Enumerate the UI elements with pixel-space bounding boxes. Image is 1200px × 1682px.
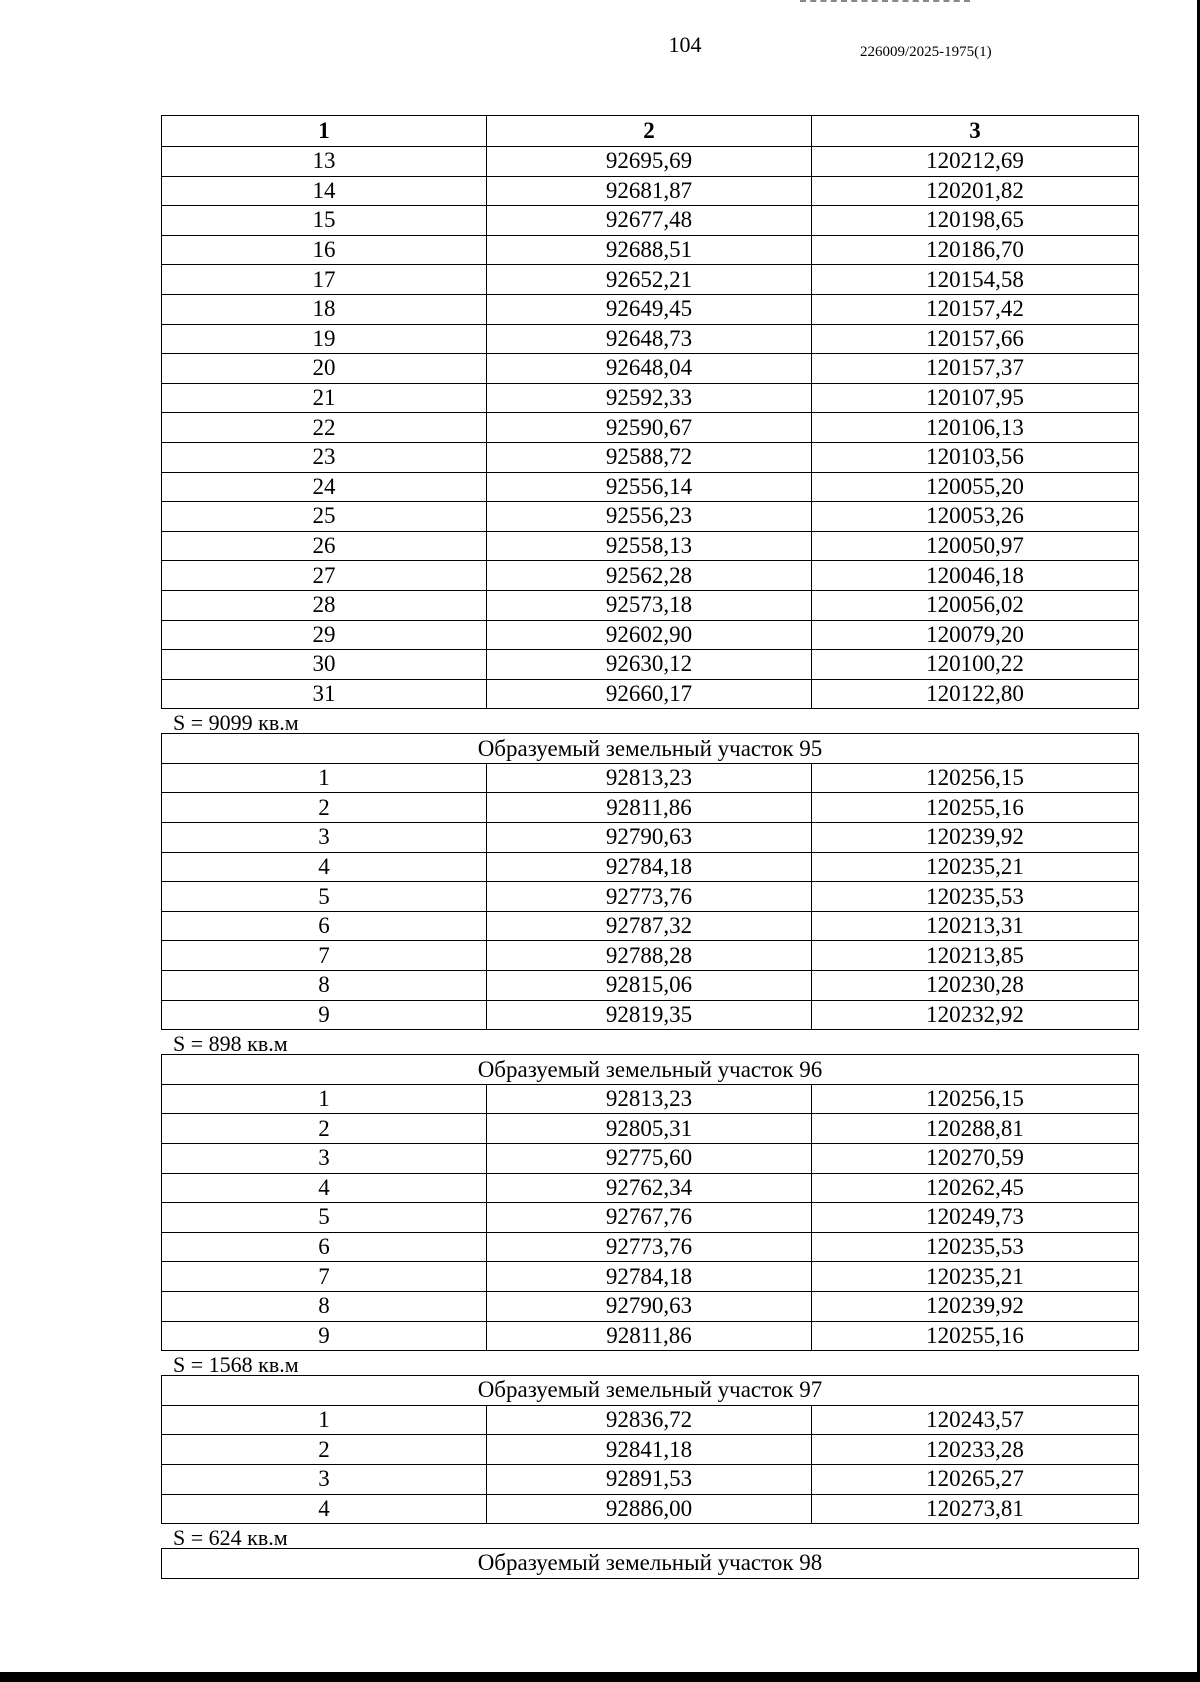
table-row [162, 852, 1139, 882]
area-summary: S = 1568 кв.м [173, 1352, 299, 1378]
x-coordinate-cell: 92790,63 [487, 823, 812, 853]
y-coordinate-cell: 120239,92 [812, 823, 1139, 853]
x-coordinate-cell: 92695,69 [487, 147, 812, 177]
continuation-table-body [162, 147, 1139, 709]
y-coordinate-cell: 120157,66 [812, 324, 1139, 354]
plot-title-row [162, 734, 1139, 764]
y-coordinate-cell: 120230,28 [812, 971, 1139, 1001]
x-coordinate-cell: 92811,86 [487, 1321, 812, 1351]
y-coordinate-cell: 120232,92 [812, 1000, 1139, 1030]
point-number-cell: 6 [162, 1232, 487, 1262]
y-coordinate-cell: 120213,31 [812, 911, 1139, 941]
x-coordinate-cell: 92784,18 [487, 1262, 812, 1292]
table-row [162, 147, 1139, 177]
point-number-cell: 13 [162, 147, 487, 177]
y-coordinate-cell: 120239,92 [812, 1291, 1139, 1321]
x-coordinate-cell: 92648,04 [487, 354, 812, 384]
point-number-cell: 9 [162, 1321, 487, 1351]
x-coordinate-cell: 92588,72 [487, 442, 812, 472]
point-number-cell: 7 [162, 941, 487, 971]
plot-table [161, 1054, 1139, 1351]
table-row [162, 650, 1139, 680]
table-row [162, 383, 1139, 413]
point-number-cell: 18 [162, 294, 487, 324]
y-coordinate-cell: 120122,80 [812, 679, 1139, 709]
x-coordinate-cell: 92762,34 [487, 1173, 812, 1203]
point-number-cell: 31 [162, 679, 487, 709]
plot-table [161, 733, 1139, 1030]
table-row [162, 502, 1139, 532]
point-number-cell: 27 [162, 561, 487, 591]
x-coordinate-cell: 92556,23 [487, 502, 812, 532]
x-coordinate-cell: 92773,76 [487, 882, 812, 912]
document-id: 226009/2025-1975(1) [860, 44, 992, 60]
point-number-cell: 22 [162, 413, 487, 443]
table-row [162, 911, 1139, 941]
point-number-cell: 3 [162, 823, 487, 853]
x-coordinate-cell: 92602,90 [487, 620, 812, 650]
table-row [162, 1291, 1139, 1321]
y-coordinate-cell: 120053,26 [812, 502, 1139, 532]
y-coordinate-cell: 120243,57 [812, 1405, 1139, 1435]
y-coordinate-cell: 120100,22 [812, 650, 1139, 680]
x-coordinate-cell: 92805,31 [487, 1114, 812, 1144]
y-coordinate-cell: 120249,73 [812, 1203, 1139, 1233]
plot-title-row [162, 1055, 1139, 1085]
y-coordinate-cell: 120055,20 [812, 472, 1139, 502]
table-row [162, 971, 1139, 1001]
point-number-cell: 5 [162, 882, 487, 912]
x-coordinate-cell: 92819,35 [487, 1000, 812, 1030]
point-number-cell: 21 [162, 383, 487, 413]
point-number-cell: 24 [162, 472, 487, 502]
point-number-cell: 1 [162, 763, 487, 793]
y-coordinate-cell: 120157,37 [812, 354, 1139, 384]
table-row [162, 1114, 1139, 1144]
column-header-point: 1 [162, 116, 487, 147]
y-coordinate-cell: 120235,53 [812, 1232, 1139, 1262]
table-row [162, 1321, 1139, 1351]
x-coordinate-cell: 92813,23 [487, 1084, 812, 1114]
point-number-cell: 23 [162, 442, 487, 472]
scan-corner-mark [800, 0, 970, 4]
x-coordinate-cell: 92788,28 [487, 941, 812, 971]
point-number-cell: 2 [162, 793, 487, 823]
y-coordinate-cell: 120256,15 [812, 1084, 1139, 1114]
plot-title: Образуемый земельный участок 98 [162, 1549, 1139, 1579]
table-row [162, 294, 1139, 324]
plots-container [161, 733, 1138, 1578]
table-row [162, 265, 1139, 295]
x-coordinate-cell: 92813,23 [487, 763, 812, 793]
y-coordinate-cell: 120201,82 [812, 176, 1139, 206]
point-number-cell: 2 [162, 1114, 487, 1144]
x-coordinate-cell: 92767,76 [487, 1203, 812, 1233]
point-number-cell: 25 [162, 502, 487, 532]
scan-bottom-edge [0, 1672, 1200, 1682]
x-coordinate-cell: 92652,21 [487, 265, 812, 295]
x-coordinate-cell: 92649,45 [487, 294, 812, 324]
table-row [162, 620, 1139, 650]
point-number-cell: 16 [162, 235, 487, 265]
x-coordinate-cell: 92790,63 [487, 1291, 812, 1321]
table-row [162, 206, 1139, 236]
y-coordinate-cell: 120262,45 [812, 1173, 1139, 1203]
y-coordinate-cell: 120106,13 [812, 413, 1139, 443]
x-coordinate-cell: 92573,18 [487, 590, 812, 620]
point-number-cell: 7 [162, 1262, 487, 1292]
y-coordinate-cell: 120233,28 [812, 1435, 1139, 1465]
y-coordinate-cell: 120154,58 [812, 265, 1139, 295]
table-row [162, 1144, 1139, 1174]
y-coordinate-cell: 120273,81 [812, 1494, 1139, 1524]
table-row [162, 882, 1139, 912]
point-number-cell: 1 [162, 1405, 487, 1435]
x-coordinate-cell: 92558,13 [487, 531, 812, 561]
y-coordinate-cell: 120186,70 [812, 235, 1139, 265]
table-row [162, 413, 1139, 443]
table-row [162, 1405, 1139, 1435]
plot-table [161, 1548, 1139, 1579]
plot-title: Образуемый земельный участок 96 [162, 1055, 1139, 1085]
table-row [162, 1435, 1139, 1465]
point-number-cell: 3 [162, 1144, 487, 1174]
x-coordinate-cell: 92841,18 [487, 1435, 812, 1465]
y-coordinate-cell: 120235,53 [812, 882, 1139, 912]
x-coordinate-cell: 92562,28 [487, 561, 812, 591]
point-number-cell: 30 [162, 650, 487, 680]
y-coordinate-cell: 120255,16 [812, 1321, 1139, 1351]
table-row [162, 1173, 1139, 1203]
x-coordinate-cell: 92891,53 [487, 1464, 812, 1494]
y-coordinate-cell: 120235,21 [812, 852, 1139, 882]
y-coordinate-cell: 120288,81 [812, 1114, 1139, 1144]
point-number-cell: 9 [162, 1000, 487, 1030]
table-row [162, 531, 1139, 561]
y-coordinate-cell: 120213,85 [812, 941, 1139, 971]
x-coordinate-cell: 92681,87 [487, 176, 812, 206]
area-summary: S = 9099 кв.м [173, 710, 299, 736]
x-coordinate-cell: 92815,06 [487, 971, 812, 1001]
x-coordinate-cell: 92811,86 [487, 793, 812, 823]
table-row [162, 1464, 1139, 1494]
table-row [162, 793, 1139, 823]
point-number-cell: 29 [162, 620, 487, 650]
table-row [162, 354, 1139, 384]
point-number-cell: 4 [162, 1173, 487, 1203]
table-row [162, 1000, 1139, 1030]
x-coordinate-cell: 92660,17 [487, 679, 812, 709]
x-coordinate-cell: 92784,18 [487, 852, 812, 882]
table-row [162, 1203, 1139, 1233]
y-coordinate-cell: 120255,16 [812, 793, 1139, 823]
point-number-cell: 15 [162, 206, 487, 236]
table-row [162, 590, 1139, 620]
plot-title: Образуемый земельный участок 97 [162, 1376, 1139, 1406]
table-header-row [162, 116, 1139, 147]
y-coordinate-cell: 120270,59 [812, 1144, 1139, 1174]
table-row [162, 1262, 1139, 1292]
x-coordinate-cell: 92556,14 [487, 472, 812, 502]
x-coordinate-cell: 92886,00 [487, 1494, 812, 1524]
y-coordinate-cell: 120157,42 [812, 294, 1139, 324]
y-coordinate-cell: 120079,20 [812, 620, 1139, 650]
plot-title: Образуемый земельный участок 95 [162, 734, 1139, 764]
table-row [162, 235, 1139, 265]
x-coordinate-cell: 92590,67 [487, 413, 812, 443]
area-summary: S = 624 кв.м [173, 1525, 288, 1551]
point-number-cell: 3 [162, 1464, 487, 1494]
x-coordinate-cell: 92688,51 [487, 235, 812, 265]
continuation-table [161, 115, 1139, 709]
point-number-cell: 17 [162, 265, 487, 295]
table-row [162, 176, 1139, 206]
y-coordinate-cell: 120212,69 [812, 147, 1139, 177]
point-number-cell: 8 [162, 1291, 487, 1321]
point-number-cell: 20 [162, 354, 487, 384]
plot-title-row [162, 1376, 1139, 1406]
column-header-x: 2 [487, 116, 812, 147]
table-row [162, 442, 1139, 472]
point-number-cell: 19 [162, 324, 487, 354]
y-coordinate-cell: 120103,56 [812, 442, 1139, 472]
point-number-cell: 8 [162, 971, 487, 1001]
x-coordinate-cell: 92592,33 [487, 383, 812, 413]
plot-table [161, 1375, 1139, 1524]
table-row [162, 679, 1139, 709]
x-coordinate-cell: 92836,72 [487, 1405, 812, 1435]
table-row [162, 1494, 1139, 1524]
y-coordinate-cell: 120046,18 [812, 561, 1139, 591]
y-coordinate-cell: 120056,02 [812, 590, 1139, 620]
y-coordinate-cell: 120050,97 [812, 531, 1139, 561]
y-coordinate-cell: 120107,95 [812, 383, 1139, 413]
point-number-cell: 28 [162, 590, 487, 620]
x-coordinate-cell: 92630,12 [487, 650, 812, 680]
x-coordinate-cell: 92648,73 [487, 324, 812, 354]
column-header-y: 3 [812, 116, 1139, 147]
point-number-cell: 26 [162, 531, 487, 561]
page-number: 104 [668, 32, 702, 57]
point-number-cell: 4 [162, 1494, 487, 1524]
table-row [162, 763, 1139, 793]
table-row [162, 472, 1139, 502]
y-coordinate-cell: 120235,21 [812, 1262, 1139, 1292]
table-row [162, 324, 1139, 354]
point-number-cell: 1 [162, 1084, 487, 1114]
table-row [162, 823, 1139, 853]
table-row [162, 1084, 1139, 1114]
table-row [162, 941, 1139, 971]
table-row [162, 561, 1139, 591]
x-coordinate-cell: 92677,48 [487, 206, 812, 236]
plot-title-row [162, 1549, 1139, 1579]
point-number-cell: 5 [162, 1203, 487, 1233]
y-coordinate-cell: 120256,15 [812, 763, 1139, 793]
y-coordinate-cell: 120265,27 [812, 1464, 1139, 1494]
x-coordinate-cell: 92787,32 [487, 911, 812, 941]
x-coordinate-cell: 92775,60 [487, 1144, 812, 1174]
point-number-cell: 14 [162, 176, 487, 206]
y-coordinate-cell: 120198,65 [812, 206, 1139, 236]
x-coordinate-cell: 92773,76 [487, 1232, 812, 1262]
point-number-cell: 4 [162, 852, 487, 882]
point-number-cell: 6 [162, 911, 487, 941]
point-number-cell: 2 [162, 1435, 487, 1465]
table-row [162, 1232, 1139, 1262]
coordinates-document [161, 115, 1138, 1579]
area-summary: S = 898 кв.м [173, 1031, 288, 1057]
